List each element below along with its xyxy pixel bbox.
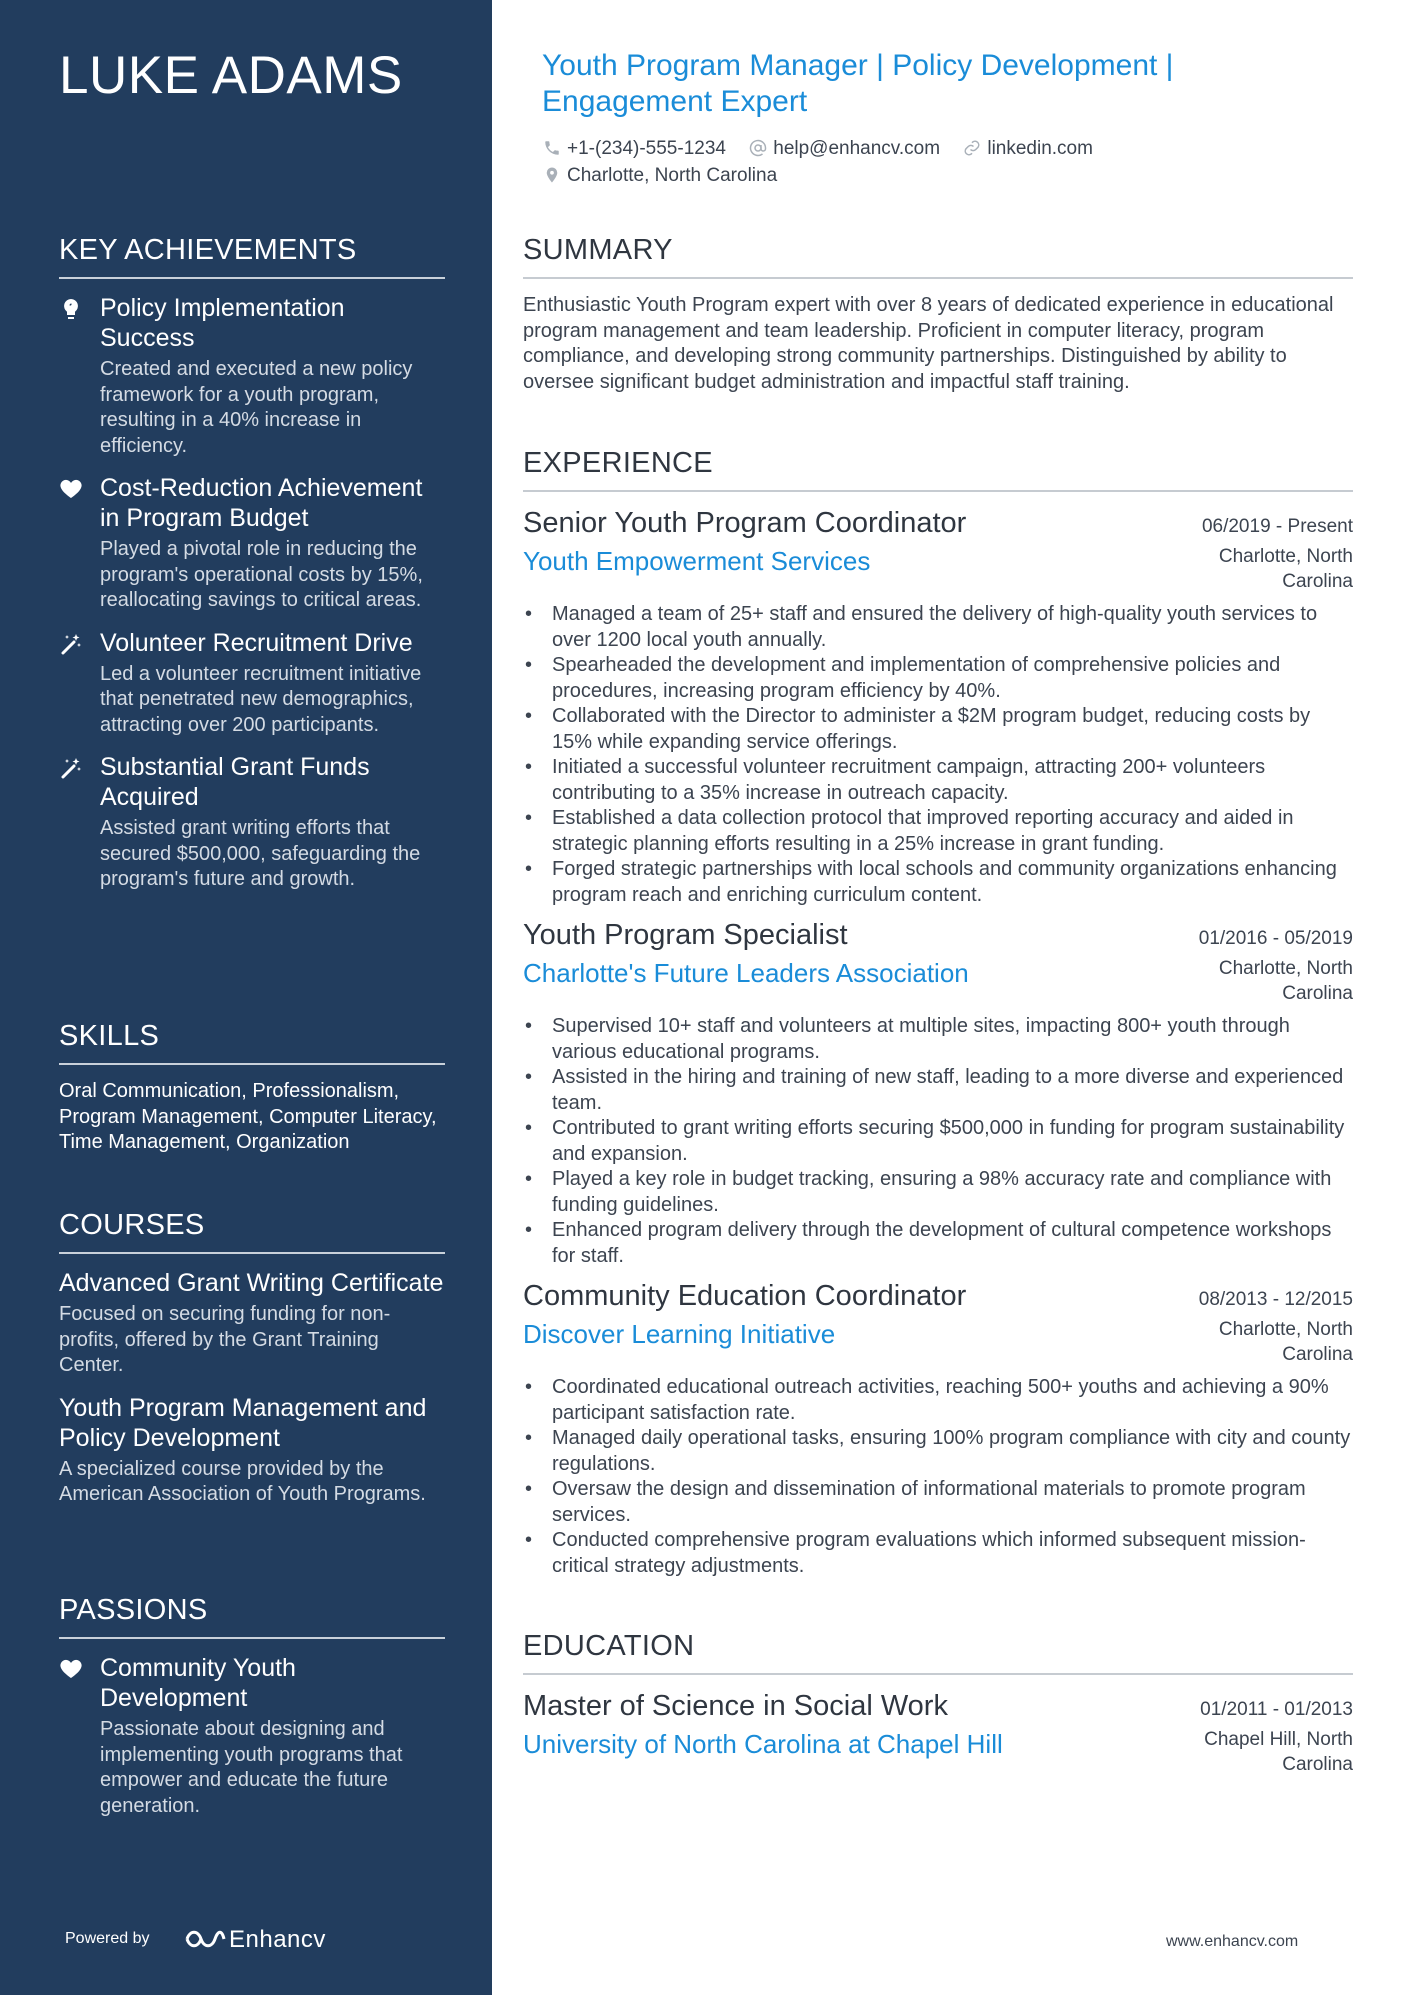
section-heading: EXPERIENCE bbox=[523, 447, 1353, 492]
bullet-item: • Established a data collection protocol that improved reporting accuracy and aided in strategic planning efforts resulting in a 25% increase in grant funding. bbox=[523, 806, 1353, 857]
achievement-description: Assisted grant writing efforts that secured $500,000, safeguarding the program's future and growth. bbox=[100, 817, 421, 890]
linkedin-text: linkedin.com bbox=[987, 138, 1093, 159]
section-heading: SKILLS bbox=[59, 1020, 445, 1065]
contact-row bbox=[543, 138, 1111, 160]
email-text: help@enhancv.com bbox=[773, 138, 941, 159]
job-entry bbox=[523, 506, 1353, 908]
job-entry bbox=[523, 918, 1353, 1269]
bullet-item: • Supervised 10+ staff and volunteers at multiple sites, impacting 800+ youth through various educational programs. bbox=[523, 1014, 1353, 1065]
bullet-item: • Enhanced program delivery through the development of cultural competence workshops for staff. bbox=[523, 1218, 1353, 1269]
resume-headline: Youth Program Manager | Policy Development | Engagement Expert bbox=[542, 49, 1174, 118]
linkedin-contact[interactable] bbox=[963, 138, 1093, 160]
location-text: Charlotte, North Carolina bbox=[567, 165, 778, 186]
achievement-item bbox=[59, 293, 445, 459]
bullet-item: • Collaborated with the Director to administer a $2M program budget, reducing costs by 15% while expanding service offerings. bbox=[523, 704, 1353, 755]
bullet-item: • Assisted in the hiring and training of new staff, leading to a more diverse and experienced team. bbox=[523, 1065, 1353, 1116]
job-location: Charlotte, North Carolina bbox=[1218, 546, 1353, 592]
section-heading: EDUCATION bbox=[523, 1630, 1353, 1675]
course-item bbox=[59, 1268, 445, 1379]
job-title: Senior Youth Program Coordinator bbox=[523, 507, 967, 539]
job-dates: 01/2016 - 05/2019 bbox=[1198, 928, 1353, 949]
bullet-item: • Initiated a successful volunteer recruitment campaign, attracting 200+ volunteers contributing to a 35% increase in outreach capacity. bbox=[523, 755, 1353, 806]
job-location: Charlotte, North Carolina bbox=[1218, 1319, 1353, 1365]
bullet-item: • Spearheaded the development and implementation of comprehensive policies and procedures, increasing program efficiency by 40%. bbox=[523, 653, 1353, 704]
company-name: Discover Learning Initiative bbox=[523, 1319, 836, 1349]
enhancv-logo-icon bbox=[183, 1921, 227, 1957]
achievement-title: Policy Implementation Success bbox=[100, 294, 345, 352]
bullet-item: • Oversaw the design and dissemination of informational materials to promote program services. bbox=[523, 1477, 1353, 1528]
bullet-item: • Managed a team of 25+ staff and ensured the delivery of high-quality youth services to over 1200 local youth annually. bbox=[523, 602, 1353, 653]
passion-item bbox=[59, 1653, 445, 1819]
bullet-item: • Managed daily operational tasks, ensuring 100% program compliance with city and county regulations. bbox=[523, 1426, 1353, 1477]
achievement-title: Substantial Grant Funds Acquired bbox=[100, 753, 370, 811]
bullet-item: • Contributed to grant writing efforts securing $500,000 in funding for program sustainability and expansion. bbox=[523, 1116, 1353, 1167]
education-location: Chapel Hill, North Carolina bbox=[1204, 1729, 1353, 1775]
phone-contact[interactable] bbox=[543, 138, 726, 160]
company-name: Charlotte's Future Leaders Association bbox=[523, 958, 969, 988]
company-name: Youth Empowerment Services bbox=[523, 546, 871, 576]
enhancv-brand: Enhancv bbox=[229, 1926, 326, 1953]
job-bullets bbox=[523, 1014, 1353, 1269]
section-heading: COURSES bbox=[59, 1209, 445, 1254]
experience-section bbox=[523, 447, 1353, 1589]
education-entry bbox=[523, 1689, 1353, 1777]
heart-icon bbox=[59, 477, 83, 501]
skills-section bbox=[59, 1020, 445, 1156]
course-description: Focused on securing funding for non-profits, offered by the Grant Training Center. bbox=[59, 1303, 391, 1376]
education-dates: 01/2011 - 01/2013 bbox=[1200, 1699, 1353, 1720]
achievement-item bbox=[59, 628, 445, 739]
link-icon bbox=[963, 139, 981, 157]
course-item bbox=[59, 1393, 445, 1508]
skills-list: Oral Communication, Professionalism, Program Management, Computer Literacy, Time Management, Organization bbox=[59, 1080, 437, 1153]
summary-text: Enthusiastic Youth Program expert with over 8 years of dedicated experience in educational program management and team leadership. Proficient in computer literacy, program compliance, and developing strong community partnerships. Distinguished by ability to oversee significant budget administration and impactful staff training. bbox=[523, 294, 1334, 393]
powered-by-label: Powered by bbox=[65, 1930, 150, 1947]
achievement-description: Led a volunteer recruitment initiative that penetrated new demographics, attracting over 200 participants. bbox=[100, 662, 422, 736]
bullet-item: • Forged strategic partnerships with local schools and community organizations enhancing program reach and enriching curriculum content. bbox=[523, 857, 1353, 908]
job-bullets bbox=[523, 602, 1353, 908]
bullet-item: • Played a key role in budget tracking, ensuring a 98% accuracy rate and compliance with funding guidelines. bbox=[523, 1167, 1353, 1218]
achievement-description: Played a pivotal role in reducing the program's operational costs by 15%, reallocating savings to critical areas. bbox=[100, 538, 423, 611]
location-contact bbox=[543, 165, 777, 187]
job-dates: 06/2019 - Present bbox=[1201, 516, 1353, 537]
magic-wand-icon bbox=[59, 756, 83, 780]
sidebar bbox=[0, 0, 492, 1995]
phone-text: +1-(234)-555-1234 bbox=[567, 138, 726, 159]
school-name: University of North Carolina at Chapel Hill bbox=[523, 1729, 1003, 1759]
section-heading: PASSIONS bbox=[59, 1594, 445, 1639]
email-contact[interactable] bbox=[749, 138, 940, 160]
achievement-item bbox=[59, 473, 445, 614]
footer-url[interactable]: www.enhancv.com bbox=[1166, 1933, 1299, 1950]
passion-description: Passionate about designing and implementing youth programs that empower and educate the future generation. bbox=[100, 1718, 403, 1817]
course-title: Advanced Grant Writing Certificate bbox=[59, 1269, 444, 1297]
achievement-description: Created and executed a new policy framework for a youth program, resulting in a 40% increase in efficiency. bbox=[100, 358, 413, 457]
bullet-item: • Conducted comprehensive program evaluations which informed subsequent mission-critical strategy adjustments. bbox=[523, 1528, 1353, 1579]
section-heading: SUMMARY bbox=[523, 234, 1353, 279]
magic-wand-icon bbox=[59, 632, 83, 656]
heart-icon bbox=[59, 1657, 83, 1681]
candidate-name: LUKE ADAMS bbox=[59, 46, 403, 105]
lightbulb-icon bbox=[59, 297, 83, 321]
achievement-item bbox=[59, 752, 445, 893]
phone-icon bbox=[543, 139, 561, 157]
at-icon bbox=[749, 139, 767, 157]
achievement-title: Volunteer Recruitment Drive bbox=[100, 628, 413, 657]
course-description: A specialized course provided by the American Association of Youth Programs. bbox=[59, 1457, 426, 1505]
section-heading: KEY ACHIEVEMENTS bbox=[59, 234, 445, 279]
summary-section bbox=[523, 234, 1353, 395]
job-location: Charlotte, North Carolina bbox=[1218, 958, 1353, 1004]
degree-title: Master of Science in Social Work bbox=[523, 1690, 948, 1722]
job-title: Youth Program Specialist bbox=[523, 919, 848, 951]
job-bullets bbox=[523, 1375, 1353, 1579]
location-pin-icon bbox=[543, 166, 561, 184]
job-entry bbox=[523, 1279, 1353, 1579]
key-achievements-section bbox=[59, 234, 445, 907]
education-section bbox=[523, 1630, 1353, 1787]
achievement-title: Cost-Reduction Achievement in Program Budget bbox=[100, 474, 423, 532]
bullet-item: • Coordinated educational outreach activities, reaching 500+ youths and achieving a 90% participant satisfaction rate. bbox=[523, 1375, 1353, 1426]
courses-section bbox=[59, 1209, 445, 1522]
passions-section bbox=[59, 1594, 445, 1833]
course-title: Youth Program Management and Policy Development bbox=[59, 1393, 427, 1452]
job-dates: 08/2013 - 12/2015 bbox=[1198, 1289, 1353, 1310]
location-row bbox=[543, 165, 795, 187]
passion-title: Community Youth Development bbox=[100, 1654, 296, 1712]
job-title: Community Education Coordinator bbox=[523, 1280, 967, 1312]
